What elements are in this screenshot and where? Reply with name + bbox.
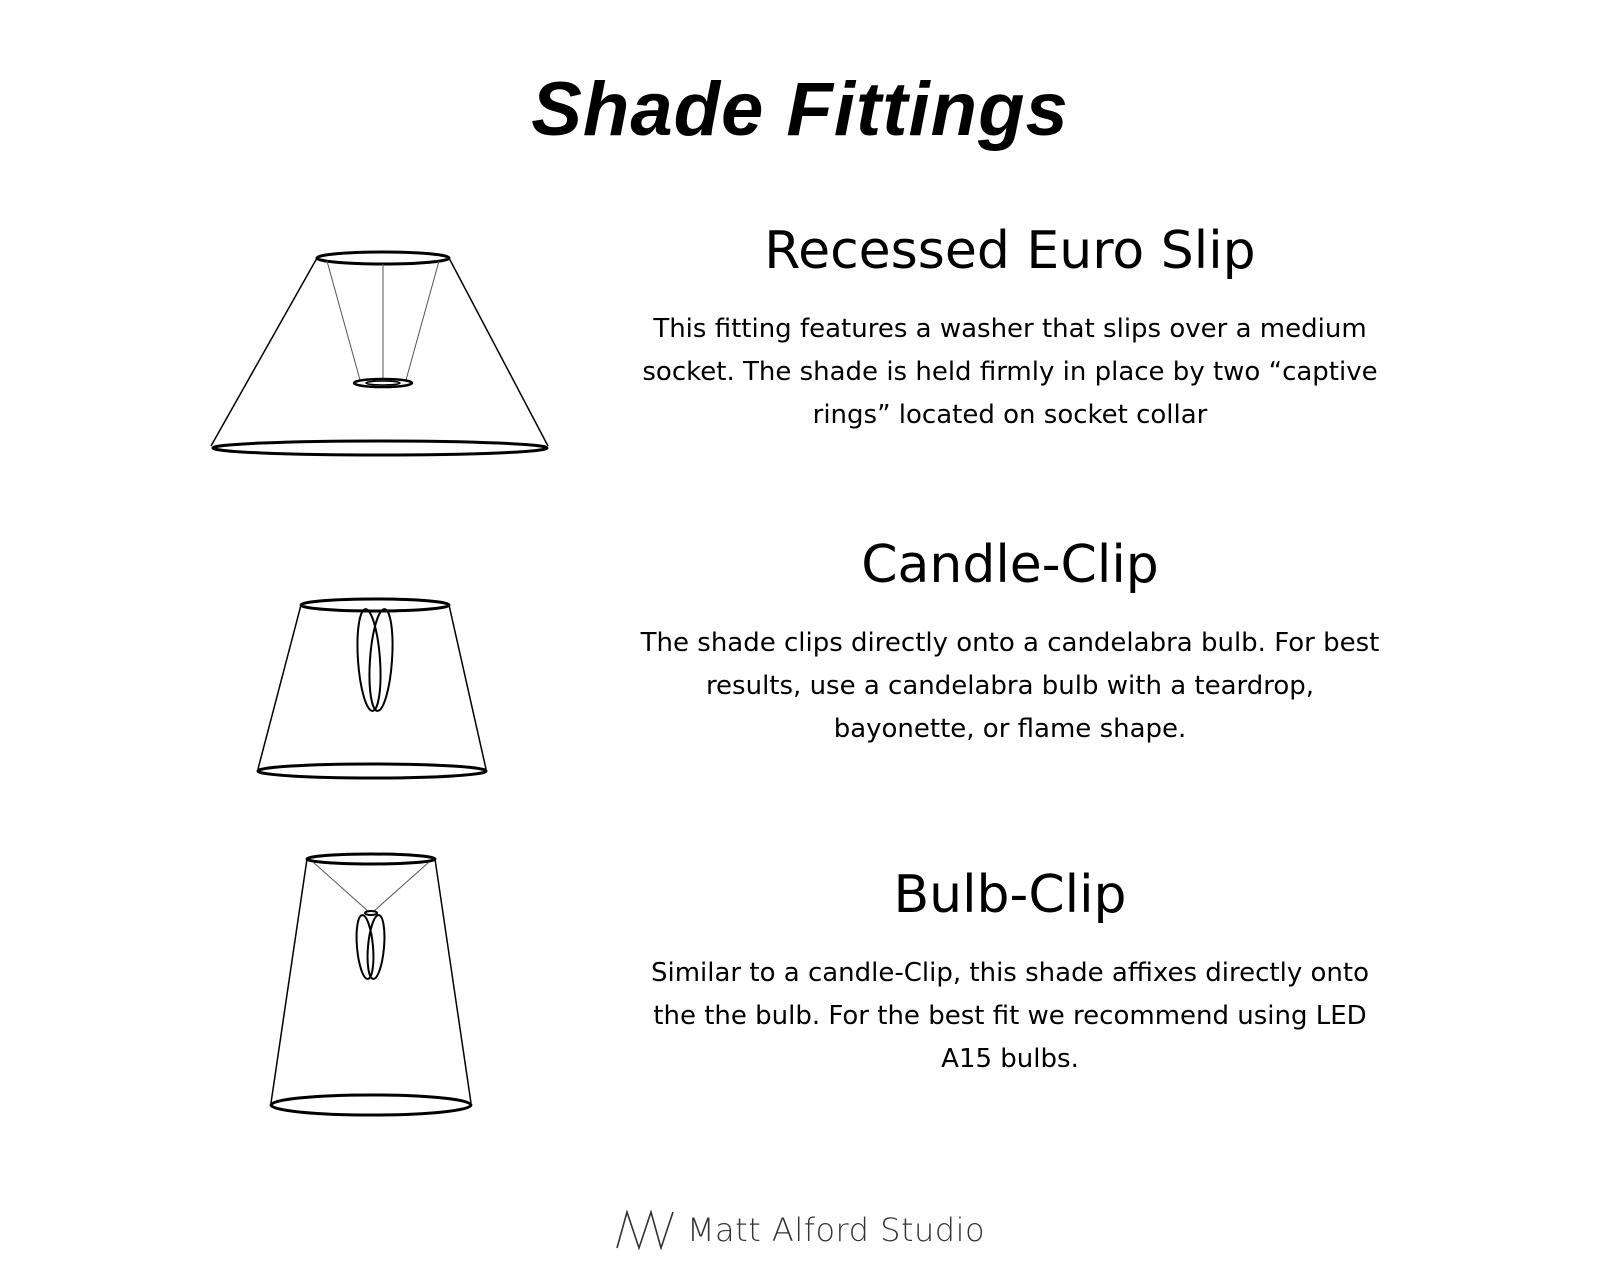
fitting-description: Similar to a candle-Clip, this shade affixes directly onto the the bulb. For the best fit we recommend using LED A15 bulbs. — [651, 958, 1369, 1074]
fitting-title: Recessed Euro Slip — [764, 221, 1256, 281]
fitting-title: Candle-Clip — [861, 535, 1159, 595]
fitting-bulb-clip — [640, 862, 1380, 1081]
candle-clip-shade-icon — [250, 585, 500, 785]
fitting-description: The shade clips directly onto a candelabra bulb. For best results, use a candelabra bulb with a teardrop, bayonette, or flame shape. — [640, 628, 1380, 744]
recessed-euro-slip-shade-icon — [200, 240, 560, 470]
fitting-recessed-euro-slip — [640, 218, 1380, 437]
fitting-description: This fitting features a washer that slips over a medium socket. The shade is held firmly in place by two “captive rings” located on socket collar — [642, 314, 1378, 430]
page-title: Shade Fittings — [531, 67, 1069, 152]
footer-brand — [0, 1210, 1600, 1250]
matt-alford-studio-logo — [615, 1210, 675, 1250]
brand-name: Matt Alford Studio — [686, 1211, 986, 1249]
fitting-title: Bulb-Clip — [893, 865, 1127, 925]
fitting-candle-clip — [640, 532, 1380, 751]
bulb-clip-shade-icon — [265, 850, 485, 1130]
